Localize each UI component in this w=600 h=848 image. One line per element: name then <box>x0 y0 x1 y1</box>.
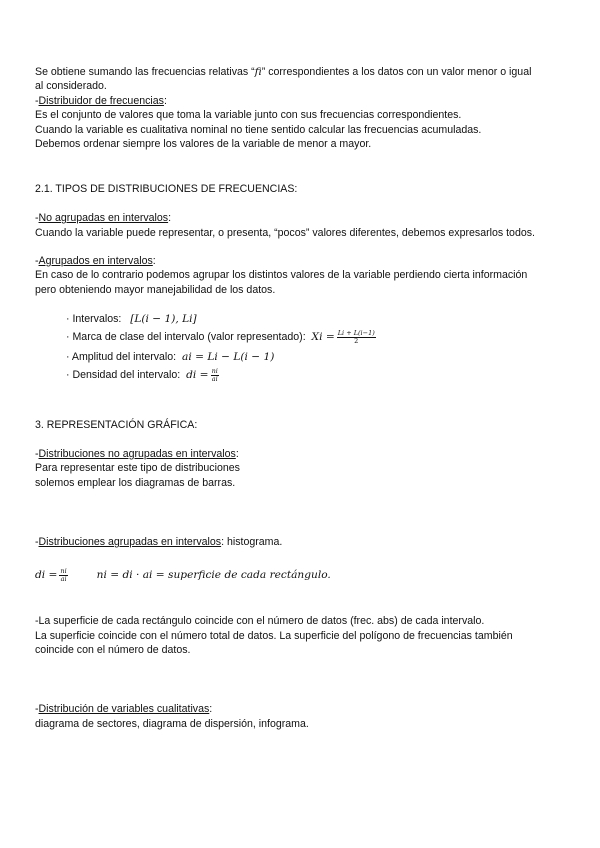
paragraph-line: Cuando la variable es cualitativa nominal no tiene sentido calcular las frecuencias acumuladas. <box>35 124 482 136</box>
underlined-label: Distribuidor de frecuencias <box>38 95 164 107</box>
fraction <box>211 368 219 383</box>
text: : <box>209 703 213 715</box>
fraction-numerator: ni <box>211 366 218 375</box>
paragraph-line: Debemos ordenar siempre los valores de la variable de menor a mayor. <box>35 138 372 150</box>
fraction-numerator: ni <box>60 566 67 575</box>
text: ” correspondientes a los datos con un valor menor o igual <box>261 66 532 78</box>
math-fi: fi <box>254 66 262 78</box>
text: · Marca de clase del intervalo (valor representado): <box>66 331 306 343</box>
paragraph-line <box>35 65 531 79</box>
paragraph-line: coincide con el número de datos. <box>35 644 191 656</box>
text: - <box>35 95 39 107</box>
text: · Intervalos: <box>66 313 122 325</box>
paragraph-line: -La superficie de cada rectángulo coincide con el número de datos (frec. abs) de cada intervalo. <box>35 615 485 627</box>
underlined-label: No agrupadas en intervalos <box>38 212 169 224</box>
paragraph-line: solemos emplear los diagramas de barras. <box>35 477 236 489</box>
text: : <box>235 448 239 460</box>
subheading-graf-no-agrupadas <box>35 447 239 461</box>
text: - <box>35 536 39 548</box>
bullet-intervalos <box>66 311 197 327</box>
subheading-agrupados <box>35 254 156 268</box>
underlined-label: Distribución de variables cualitativas <box>38 703 210 715</box>
math-ni-equation: ni = di · ai = superficie de cada rectángulo. <box>96 569 331 581</box>
fraction-numerator: Li + L(i−1) <box>337 328 375 337</box>
math-amplitud: ai = Li − L(i − 1) <box>182 351 275 363</box>
fraction-denominator: 2 <box>354 336 359 345</box>
text: Se obtiene sumando las frecuencias relativas “ <box>35 66 255 78</box>
bullet-marca-clase <box>66 329 376 345</box>
paragraph-line: En caso de lo contrario podemos agrupar los distintos valores de la variable perdiendo cierta información <box>35 269 528 281</box>
fraction <box>337 330 376 345</box>
text: · Densidad del intervalo: <box>66 369 181 381</box>
underlined-label: Distribuciones no agrupadas en intervalos <box>38 448 236 460</box>
subheading-distribuidor <box>35 94 167 108</box>
text: · Amplitud del intervalo: <box>66 351 177 363</box>
paragraph-line: pero obteniendo mayor manejabilidad de los datos. <box>35 284 276 296</box>
fraction-denominator: ai <box>211 374 218 383</box>
paragraph-line: al considerado. <box>35 80 107 92</box>
text: - <box>35 255 39 267</box>
math-xi: Xi = <box>311 331 335 343</box>
subheading-cualitativas <box>35 702 212 716</box>
section-title-3: 3. REPRESENTACIÓN GRÁFICA: <box>35 419 198 431</box>
paragraph-line: Cuando la variable puede representar, o presenta, “pocos” valores diferentes, debemos expresarlos todos. <box>35 227 535 239</box>
text: - <box>35 703 39 715</box>
underlined-label: Agrupados en intervalos <box>38 255 153 267</box>
formula-line <box>35 566 331 584</box>
subheading-graf-agrupadas <box>35 535 282 549</box>
text: : <box>152 255 156 267</box>
fraction-denominator: ai <box>60 574 67 583</box>
bullet-densidad <box>66 367 219 383</box>
text: : histograma. <box>221 536 283 548</box>
math-di: di = <box>35 569 58 581</box>
text: : <box>163 95 167 107</box>
paragraph-line: Es el conjunto de valores que toma la variable junto con sus frecuencias correspondientes. <box>35 109 462 121</box>
paragraph-line: La superficie coincide con el número total de datos. La superficie del polígono de frecuencias también <box>35 630 513 642</box>
text: : <box>168 212 172 224</box>
underlined-label: Distribuciones agrupadas en intervalos <box>38 536 222 548</box>
paragraph-line: Para representar este tipo de distribuciones <box>35 462 240 474</box>
subheading-no-agrupadas <box>35 211 171 225</box>
section-title-2-1: 2.1. TIPOS DE DISTRIBUCIONES DE FRECUENCIAS: <box>35 183 298 195</box>
text: - <box>35 212 39 224</box>
text: - <box>35 448 39 460</box>
bullet-amplitud <box>66 349 274 365</box>
math-di: di = <box>186 369 209 381</box>
math-intervalos: [L(i − 1), Li] <box>130 313 197 325</box>
fraction <box>59 568 67 583</box>
paragraph-line: diagrama de sectores, diagrama de dispersión, infograma. <box>35 718 309 730</box>
